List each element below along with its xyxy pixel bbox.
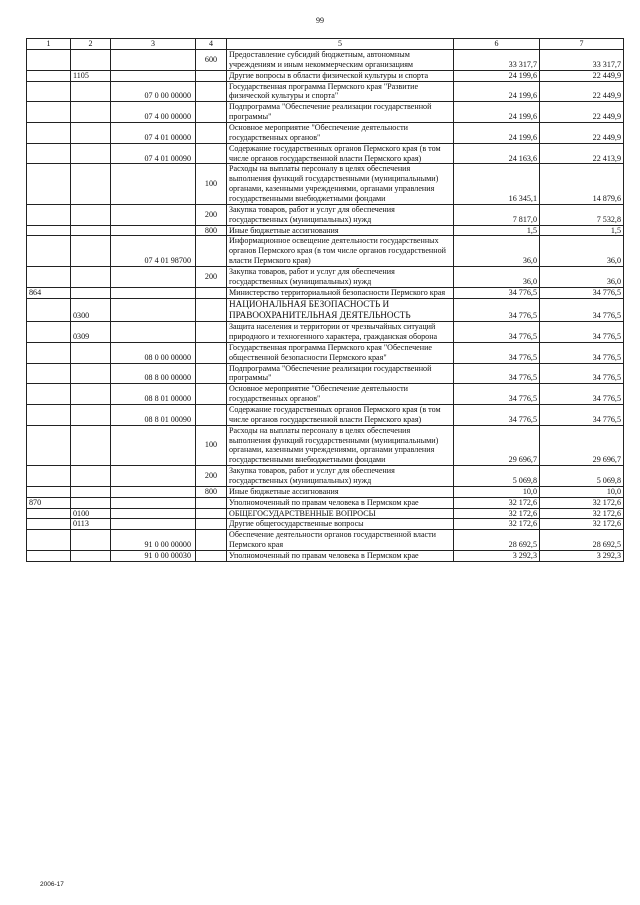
target-article-code-cell [111,164,196,204]
expense-type-code-cell: 800 [196,486,227,497]
grbs-code-cell: 870 [27,497,71,508]
table-row [27,425,624,465]
grbs-code-cell [27,50,71,71]
table-row [27,466,624,487]
expense-type-code-cell: 200 [196,466,227,487]
section-code-cell [71,404,111,425]
amount-2019-cell: 29 696,7 [540,425,624,465]
table-row [27,298,624,321]
target-article-code-cell [111,322,196,343]
section-code-cell [71,530,111,551]
section-code-cell [71,425,111,465]
target-article-code-cell [111,267,196,288]
amount-2019-cell: 22 449,9 [540,123,624,144]
expense-type-code-cell [196,81,227,102]
description-cell: Содержание государственных органов Пермского края (в том числе органов государственной власти Пермского края) [227,404,454,425]
table-row [27,342,624,363]
description-cell: Другие общегосударственные вопросы [227,519,454,530]
description-cell: Содержание государственных органов Пермского края (в том числе органов государственной власти Пермского края) [227,143,454,164]
target-article-code-cell [111,519,196,530]
target-article-code-cell [111,70,196,81]
description-cell: Защита населения и территории от чрезвычайных ситуаций природного и техногенного характера, гражданская оборона [227,322,454,343]
description-cell: Министерство территориальной безопасности Пермского края [227,287,454,298]
expense-type-code-cell [196,519,227,530]
amount-2019-cell: 5 069,8 [540,466,624,487]
grbs-code-cell [27,81,71,102]
amount-2018-cell: 32 172,6 [454,519,540,530]
table-row [27,204,624,225]
expense-type-code-cell: 100 [196,425,227,465]
table-row [27,50,624,71]
section-code-cell [71,102,111,123]
target-article-code-cell [111,287,196,298]
amount-2018-cell: 34 776,5 [454,322,540,343]
section-code-cell [71,342,111,363]
expense-type-code-cell: 100 [196,164,227,204]
expense-type-code-cell [196,384,227,405]
description-cell: Закупка товаров, работ и услуг для обеспечения государственных (муниципальных) нужд [227,204,454,225]
amount-2018-cell: 33 317,7 [454,50,540,71]
section-code-cell: 1105 [71,70,111,81]
table-row [27,497,624,508]
section-code-cell [71,267,111,288]
section-code-cell [71,164,111,204]
amount-2018-cell: 3 292,3 [454,550,540,561]
grbs-code-cell [27,404,71,425]
header-cell: 2 [71,39,111,50]
grbs-code-cell [27,70,71,81]
expense-type-code-cell: 200 [196,267,227,288]
target-article-code-cell: 07 4 01 98700 [111,236,196,267]
amount-2018-cell: 34 776,5 [454,287,540,298]
amount-2019-cell: 32 172,6 [540,497,624,508]
grbs-code-cell [27,466,71,487]
grbs-code-cell [27,236,71,267]
amount-2018-cell: 28 692,5 [454,530,540,551]
target-article-code-cell: 91 0 00 00030 [111,550,196,561]
amount-2019-cell: 22 413,9 [540,143,624,164]
amount-2018-cell: 36,0 [454,267,540,288]
budget-table [26,38,624,562]
amount-2018-cell: 24 199,6 [454,81,540,102]
header-cell: 7 [540,39,624,50]
section-code-cell: 0113 [71,519,111,530]
description-cell: Другие вопросы в области физической культуры и спорта [227,70,454,81]
grbs-code-cell [27,508,71,519]
amount-2019-cell: 10,0 [540,486,624,497]
amount-2018-cell: 34 776,5 [454,342,540,363]
grbs-code-cell: 864 [27,287,71,298]
description-cell: Подпрограмма "Обеспечение реализации государственной программы" [227,102,454,123]
table-row [27,519,624,530]
description-cell: ОБЩЕГОСУДАРСТВЕННЫЕ ВОПРОСЫ [227,508,454,519]
amount-2018-cell: 36,0 [454,236,540,267]
description-cell: Закупка товаров, работ и услуг для обеспечения государственных (муниципальных) нужд [227,267,454,288]
table-row [27,267,624,288]
target-article-code-cell [111,508,196,519]
amount-2018-cell: 24 199,6 [454,70,540,81]
amount-2018-cell: 24 163,6 [454,143,540,164]
page-number: 99 [316,16,324,25]
description-cell: Иные бюджетные ассигнования [227,486,454,497]
amount-2019-cell: 34 776,5 [540,298,624,321]
grbs-code-cell [27,267,71,288]
target-article-code-cell [111,204,196,225]
target-article-code-cell [111,466,196,487]
grbs-code-cell [27,322,71,343]
table-row [27,322,624,343]
expense-type-code-cell [196,404,227,425]
header-cell: 6 [454,39,540,50]
expense-type-code-cell [196,102,227,123]
description-cell: Уполномоченный по правам человека в Пермском крае [227,550,454,561]
expense-type-code-cell [196,550,227,561]
target-article-code-cell: 08 8 00 00000 [111,363,196,384]
table-row [27,550,624,561]
section-code-cell [71,81,111,102]
amount-2018-cell: 34 776,5 [454,404,540,425]
description-cell: Уполномоченный по правам человека в Пермском крае [227,497,454,508]
target-article-code-cell: 08 0 00 00000 [111,342,196,363]
description-cell: Основное мероприятие "Обеспечение деятельности государственных органов" [227,384,454,405]
table-row [27,486,624,497]
description-cell: Расходы на выплаты персоналу в целях обеспечения выполнения функций государственными (муниципальными) органами, казенными учреждениями, органами управления государственными внебюджетными фондами [227,164,454,204]
header-row [27,39,624,50]
target-article-code-cell [111,486,196,497]
amount-2019-cell: 32 172,6 [540,519,624,530]
target-article-code-cell [111,298,196,321]
header-cell: 4 [196,39,227,50]
expense-type-code-cell [196,508,227,519]
table-row [27,225,624,236]
amount-2019-cell: 34 776,5 [540,342,624,363]
grbs-code-cell [27,530,71,551]
description-cell: Предоставление субсидий бюджетным, автономным учреждениям и иным некоммерческим организациям [227,50,454,71]
table-row [27,404,624,425]
amount-2019-cell: 34 776,5 [540,384,624,405]
section-code-cell [71,225,111,236]
target-article-code-cell: 07 4 00 00000 [111,102,196,123]
grbs-code-cell [27,143,71,164]
target-article-code-cell: 07 0 00 00000 [111,81,196,102]
table-row [27,123,624,144]
section-code-cell: 0309 [71,322,111,343]
table-row [27,363,624,384]
target-article-code-cell [111,425,196,465]
grbs-code-cell [27,164,71,204]
description-cell: Государственная программа Пермского края "Обеспечение общественной безопасности Пермского края" [227,342,454,363]
description-cell: НАЦИОНАЛЬНАЯ БЕЗОПАСНОСТЬ И ПРАВООХРАНИТЕЛЬНАЯ ДЕЯТЕЛЬНОСТЬ [227,298,454,321]
amount-2019-cell: 36,0 [540,236,624,267]
target-article-code-cell [111,50,196,71]
section-code-cell [71,50,111,71]
grbs-code-cell [27,342,71,363]
grbs-code-cell [27,550,71,561]
description-cell: Закупка товаров, работ и услуг для обеспечения государственных (муниципальных) нужд [227,466,454,487]
expense-type-code-cell: 600 [196,50,227,71]
amount-2018-cell: 32 172,6 [454,497,540,508]
target-article-code-cell: 07 4 01 00090 [111,143,196,164]
expense-type-code-cell [196,236,227,267]
amount-2019-cell: 34 776,5 [540,404,624,425]
target-article-code-cell: 91 0 00 00000 [111,530,196,551]
expense-type-code-cell [196,322,227,343]
expense-type-code-cell: 800 [196,225,227,236]
document-footer-code: 2006-17 [40,881,64,888]
description-cell: Подпрограмма "Обеспечение реализации государственной программы" [227,363,454,384]
grbs-code-cell [27,225,71,236]
amount-2018-cell: 24 199,6 [454,102,540,123]
amount-2018-cell: 29 696,7 [454,425,540,465]
section-code-cell: 0100 [71,508,111,519]
amount-2019-cell: 34 776,5 [540,322,624,343]
table-row [27,70,624,81]
amount-2019-cell: 34 776,5 [540,363,624,384]
amount-2018-cell: 10,0 [454,486,540,497]
section-code-cell: 0300 [71,298,111,321]
grbs-code-cell [27,204,71,225]
amount-2018-cell: 32 172,6 [454,508,540,519]
description-cell: Обеспечение деятельности органов государственной власти Пермского края [227,530,454,551]
grbs-code-cell [27,384,71,405]
amount-2019-cell: 1,5 [540,225,624,236]
section-code-cell [71,204,111,225]
description-cell: Расходы на выплаты персоналу в целях обеспечения выполнения функций государственными (муниципальными) органами, казенными учреждениями, органами управления государственными внебюджетными фондами [227,425,454,465]
table-row [27,143,624,164]
amount-2019-cell: 28 692,5 [540,530,624,551]
table-row [27,102,624,123]
expense-type-code-cell [196,530,227,551]
expense-type-code-cell [196,363,227,384]
grbs-code-cell [27,486,71,497]
amount-2018-cell: 34 776,5 [454,298,540,321]
table-row [27,236,624,267]
expense-type-code-cell [196,287,227,298]
grbs-code-cell [27,519,71,530]
table-row [27,164,624,204]
expense-type-code-cell [196,298,227,321]
target-article-code-cell: 08 8 01 00000 [111,384,196,405]
section-code-cell [71,466,111,487]
expense-type-code-cell [196,123,227,144]
amount-2019-cell: 32 172,6 [540,508,624,519]
expense-type-code-cell [196,143,227,164]
amount-2018-cell: 7 817,0 [454,204,540,225]
amount-2018-cell: 5 069,8 [454,466,540,487]
description-cell: Основное мероприятие "Обеспечение деятельности государственных органов" [227,123,454,144]
expense-type-code-cell [196,497,227,508]
amount-2018-cell: 34 776,5 [454,363,540,384]
section-code-cell [71,123,111,144]
amount-2019-cell: 33 317,7 [540,50,624,71]
amount-2019-cell: 14 879,6 [540,164,624,204]
grbs-code-cell [27,425,71,465]
amount-2019-cell: 22 449,9 [540,70,624,81]
amount-2019-cell: 3 292,3 [540,550,624,561]
amount-2018-cell: 24 199,6 [454,123,540,144]
expense-type-code-cell [196,342,227,363]
section-code-cell [71,550,111,561]
expense-type-code-cell [196,70,227,81]
amount-2018-cell: 16 345,1 [454,164,540,204]
amount-2019-cell: 22 449,9 [540,81,624,102]
grbs-code-cell [27,298,71,321]
amount-2018-cell: 34 776,5 [454,384,540,405]
table-row [27,530,624,551]
table-row [27,384,624,405]
amount-2019-cell: 7 532,8 [540,204,624,225]
section-code-cell [71,143,111,164]
amount-2019-cell: 22 449,9 [540,102,624,123]
grbs-code-cell [27,102,71,123]
section-code-cell [71,236,111,267]
amount-2019-cell: 36,0 [540,267,624,288]
section-code-cell [71,287,111,298]
target-article-code-cell: 08 8 01 00090 [111,404,196,425]
header-cell: 3 [111,39,196,50]
description-cell: Информационное освещение деятельности государственных органов Пермского края (в том числе органов государственной власти Пермского края) [227,236,454,267]
amount-2019-cell: 34 776,5 [540,287,624,298]
table-row [27,81,624,102]
grbs-code-cell [27,123,71,144]
amount-2018-cell: 1,5 [454,225,540,236]
target-article-code-cell [111,497,196,508]
description-cell: Иные бюджетные ассигнования [227,225,454,236]
section-code-cell [71,363,111,384]
header-cell: 1 [27,39,71,50]
table-body [27,50,624,562]
grbs-code-cell [27,363,71,384]
target-article-code-cell [111,225,196,236]
section-code-cell [71,384,111,405]
table-row [27,508,624,519]
description-cell: Государственная программа Пермского края "Развитие физической культуры и спорта" [227,81,454,102]
table-row [27,287,624,298]
target-article-code-cell: 07 4 01 00000 [111,123,196,144]
expense-type-code-cell: 200 [196,204,227,225]
header-cell: 5 [227,39,454,50]
section-code-cell [71,486,111,497]
section-code-cell [71,497,111,508]
